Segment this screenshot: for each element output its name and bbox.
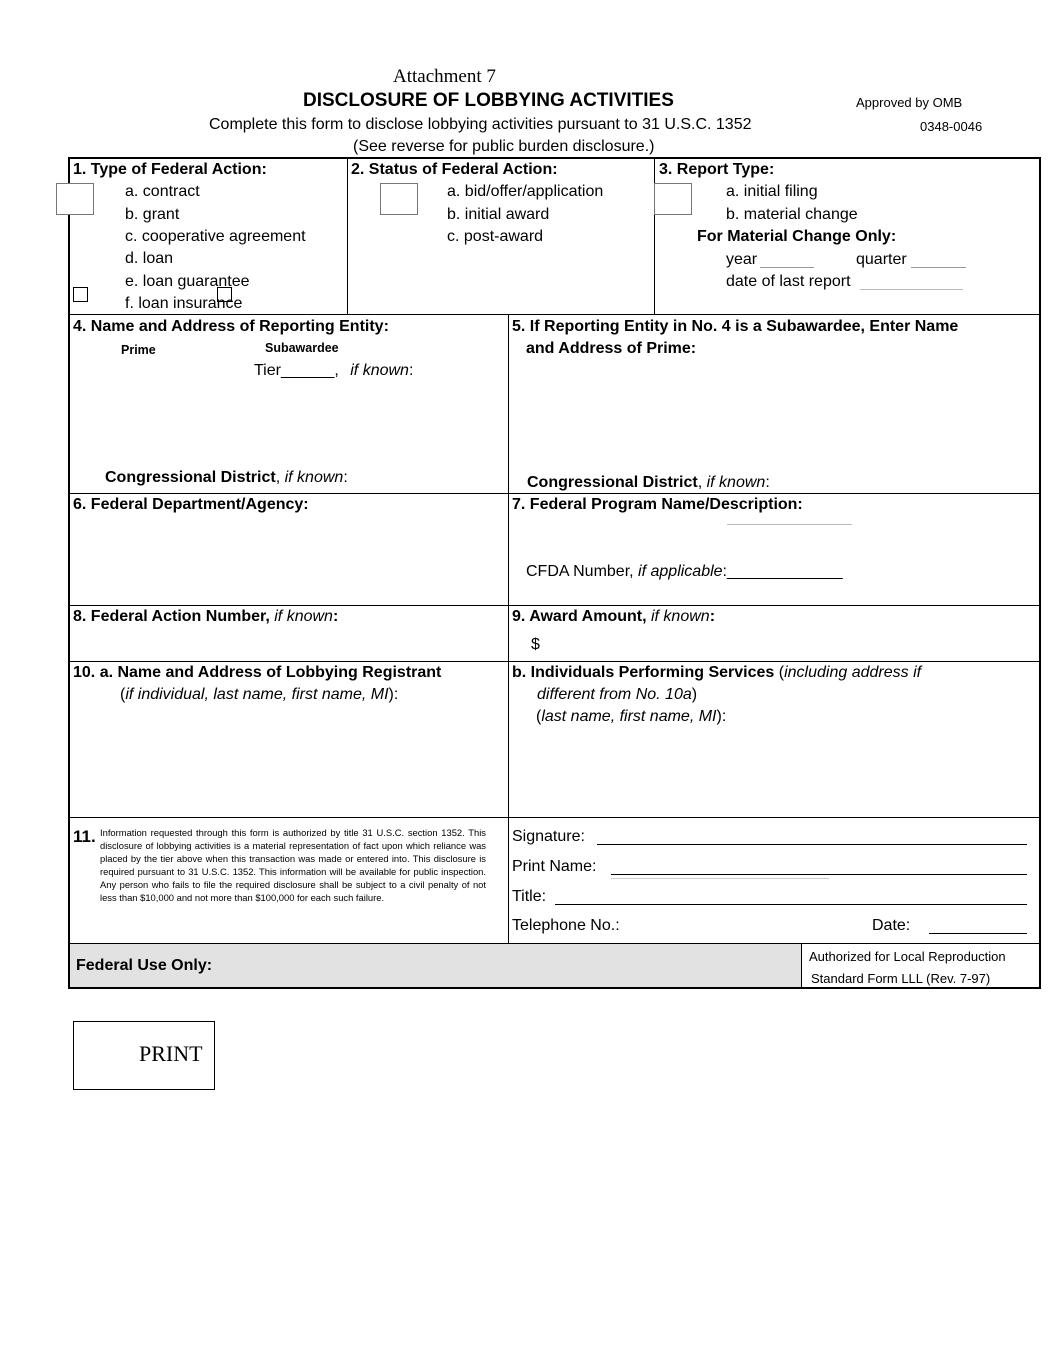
title-field[interactable] bbox=[555, 904, 1027, 905]
burden-note: (See reverse for public burden disclosure.) bbox=[353, 138, 655, 155]
dollar-sign: $ bbox=[531, 636, 540, 653]
section10b-sub2-line bbox=[537, 686, 697, 704]
paren-open: ( bbox=[120, 686, 126, 703]
district-if-known: if known bbox=[706, 474, 766, 491]
material-change-heading: For Material Change Only: bbox=[697, 228, 897, 245]
section8-colon: : bbox=[332, 608, 339, 625]
print-button-label: PRINT bbox=[139, 1041, 203, 1066]
quarter-field[interactable] bbox=[911, 267, 966, 268]
subawardee-checkbox[interactable] bbox=[217, 287, 232, 302]
section10b-sub3-line bbox=[536, 708, 726, 726]
paren-close: ): bbox=[716, 708, 727, 725]
divider bbox=[508, 314, 509, 944]
section1-heading: 1. Type of Federal Action: bbox=[73, 161, 267, 178]
section11-notice: Information requested through this form is authorized by title 31 U.S.C. section 1352. This disclosure of lobbying activities is a material representation of fact upon which reliance was placed by the tier above when this transaction was made or entered into. This disclosure is required pursuant to 31 U.S.C. 1352. This information will be available for public inspection. Any person who fails to file the required disclosure shall be subject to a civil penalty of not less than $10,000 and not more than $100,000 for each such failure. bbox=[100, 827, 486, 903]
form-border-right bbox=[1039, 157, 1041, 989]
section9-if-known: if known bbox=[650, 608, 710, 625]
last-report-label: date of last report bbox=[726, 273, 851, 290]
district-text: Congressional District bbox=[527, 474, 698, 491]
omb-approval-label: Approved by OMB bbox=[856, 95, 963, 110]
federal-use-label: Federal Use Only: bbox=[76, 957, 213, 974]
section3-heading: 3. Report Type: bbox=[659, 161, 775, 178]
prime-label: Prime bbox=[121, 343, 156, 357]
report-option-initial: a. initial filing bbox=[726, 183, 818, 200]
paren-close: ) bbox=[691, 686, 698, 703]
section10b-sub3: last name, first name, MI bbox=[541, 708, 717, 725]
section5-district-label bbox=[527, 474, 770, 492]
type-action-code-box[interactable] bbox=[56, 183, 94, 215]
section10a-sub-text: if individual, last name, first name, MI bbox=[125, 686, 389, 703]
section5-heading-line2: and Address of Prime: bbox=[526, 340, 697, 357]
cfda-text: CFDA Number, bbox=[526, 563, 634, 580]
type-option-loan: d. loan bbox=[125, 250, 174, 267]
district-comma: , bbox=[275, 469, 281, 486]
type-option-grant: b. grant bbox=[125, 206, 180, 223]
district-colon: : bbox=[343, 469, 348, 486]
divider bbox=[68, 605, 1041, 606]
signature-label: Signature: bbox=[512, 828, 585, 845]
status-option-bid: a. bid/offer/application bbox=[447, 183, 604, 200]
tier-colon: : bbox=[408, 362, 414, 379]
section4-heading: 4. Name and Address of Reporting Entity: bbox=[73, 318, 389, 335]
prime-checkbox[interactable] bbox=[73, 287, 88, 302]
section10b-text: b. Individuals Performing Services bbox=[512, 664, 775, 681]
form-subtitle: Complete this form to disclose lobbying activities pursuant to 31 U.S.C. 1352 bbox=[209, 116, 752, 133]
section9-text: 9. Award Amount, bbox=[512, 608, 647, 625]
section10b-heading bbox=[512, 664, 921, 682]
form-title: DISCLOSURE OF LOBBYING ACTIVITIES bbox=[303, 90, 674, 111]
status-option-initial-award: b. initial award bbox=[447, 206, 550, 223]
type-option-loan-guarantee: e. loan guarantee bbox=[125, 273, 250, 290]
paren-open: ( bbox=[778, 664, 785, 681]
section8-heading bbox=[73, 608, 338, 626]
section8-if-known: if known bbox=[274, 608, 333, 625]
district-colon: : bbox=[765, 474, 770, 491]
year-field[interactable] bbox=[760, 267, 814, 268]
last-report-field[interactable] bbox=[860, 289, 963, 290]
section9-colon: : bbox=[709, 608, 716, 625]
omb-number: 0348-0046 bbox=[920, 119, 983, 134]
section11-number: 11. bbox=[73, 827, 96, 846]
cfda-label bbox=[526, 563, 843, 581]
section4-district-label bbox=[105, 469, 348, 487]
print-name-field[interactable] bbox=[611, 874, 1027, 875]
print-button[interactable] bbox=[73, 1021, 215, 1090]
cfda-if-applicable: if applicable bbox=[638, 563, 723, 580]
district-comma: , bbox=[697, 474, 703, 491]
telephone-label: Telephone No.: bbox=[512, 917, 620, 934]
district-if-known: if known bbox=[284, 469, 344, 486]
form-border-top bbox=[68, 157, 1041, 159]
cfda-field[interactable]: :_____________ bbox=[722, 563, 843, 580]
divider bbox=[68, 314, 1041, 315]
section10b-sub2: different from No. 10a bbox=[537, 686, 692, 703]
section10a-heading: 10. a. Name and Address of Lobbying Registrant bbox=[73, 664, 442, 681]
section10a-sub bbox=[120, 686, 398, 704]
print-name-underline bbox=[611, 878, 829, 879]
paren-open: ( bbox=[536, 708, 542, 725]
type-option-cooperative: c. cooperative agreement bbox=[125, 228, 306, 245]
quarter-label: quarter bbox=[856, 251, 907, 268]
tier-text: Tier______, bbox=[254, 362, 339, 379]
section5-heading-line1: 5. If Reporting Entity in No. 4 is a Subawardee, Enter Name bbox=[512, 318, 959, 335]
tier-label bbox=[254, 362, 413, 380]
section2-heading: 2. Status of Federal Action: bbox=[351, 161, 558, 178]
paren-close: ): bbox=[388, 686, 399, 703]
form-border-left bbox=[68, 157, 70, 989]
attachment-label: Attachment 7 bbox=[393, 66, 496, 87]
status-code-box[interactable] bbox=[380, 183, 418, 215]
section8-text: 8. Federal Action Number, bbox=[73, 608, 270, 625]
title-label: Title: bbox=[512, 888, 547, 905]
section6-heading: 6. Federal Department/Agency: bbox=[73, 496, 309, 513]
divider bbox=[68, 817, 1041, 818]
program-name-field[interactable] bbox=[727, 524, 852, 525]
divider bbox=[68, 661, 1041, 662]
date-field[interactable] bbox=[929, 933, 1027, 934]
report-type-code-box[interactable] bbox=[654, 183, 692, 215]
section7-heading: 7. Federal Program Name/Description: bbox=[512, 496, 803, 513]
report-option-material: b. material change bbox=[726, 206, 858, 223]
subawardee-label: Subawardee bbox=[265, 341, 339, 355]
status-option-post-award: c. post-award bbox=[447, 228, 544, 245]
form-id-label: Standard Form LLL (Rev. 7-97) bbox=[811, 971, 991, 986]
section9-heading bbox=[512, 608, 715, 626]
type-option-loan-insurance: f. loan insurance bbox=[125, 295, 243, 312]
divider bbox=[347, 157, 348, 315]
form-border-bottom bbox=[68, 987, 1041, 989]
divider bbox=[68, 493, 1041, 494]
district-text: Congressional District bbox=[105, 469, 276, 486]
section10b-sub1: including address if bbox=[784, 664, 922, 681]
tier-if-known: if known bbox=[350, 362, 409, 379]
date-label: Date: bbox=[872, 917, 911, 934]
divider bbox=[801, 943, 802, 988]
print-name-label: Print Name: bbox=[512, 858, 597, 875]
reproduction-label: Authorized for Local Reproduction bbox=[809, 949, 1006, 964]
type-option-contract: a. contract bbox=[125, 183, 200, 200]
year-label: year bbox=[726, 251, 758, 268]
signature-field[interactable] bbox=[597, 844, 1027, 845]
divider bbox=[654, 157, 655, 315]
